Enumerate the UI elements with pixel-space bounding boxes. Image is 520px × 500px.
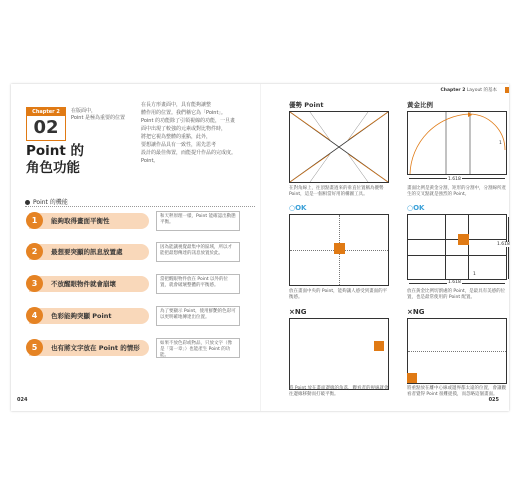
function-item [29,276,149,292]
golden-ratio-diagram [407,111,507,175]
running-head: Chapter 2 Layout 的基本 [440,88,497,93]
item-label: 色彩能夠突顯 Point [51,312,112,320]
golden-ratio-dimension-vertical: 1.618 [497,242,510,247]
point-square [334,243,345,254]
item-label: 最想要突顯的訊息放置處 [51,248,123,256]
item-number: 5 [26,339,43,356]
item-number: 4 [26,307,43,324]
ok-label-left: ○OK [289,204,307,212]
item-description: 和天秤原理一樣，Point 能確認出動態平衡。 [156,211,240,231]
item-label: 能夠取得畫面平衡性 [51,217,110,225]
golden-guide-h1 [408,239,506,240]
point-square [374,341,384,351]
item-label: 不放醒眼物件就會崩壞 [51,280,116,288]
item-description: 為了要顯示 Point，使用鮮艷的色彩可以更明確地傳達出位置。 [156,306,240,326]
function-item [29,213,149,229]
golden-guide-h2 [408,255,506,256]
golden-dimension-vertical [508,217,509,279]
dominant-point-svg [290,112,388,182]
caption-ng-edge: 將重點放在離中心線或邊界都太遠的位置，會讓觀看者覺得 Point 很難捉摸，而忽略這個畫面。 [407,386,506,397]
chapter-number: 02 [33,117,59,138]
page-title: Point 的 角色功能 [26,143,85,176]
golden-guide-v1 [445,215,446,279]
section-divider [25,206,255,207]
item-label: 也有將文字放在 Point 的情形 [51,344,140,352]
left-page [11,84,260,411]
ng-edge-panel [407,318,507,384]
panel-title-dominant-point: 優勢 Point [289,101,324,109]
bullet-icon [25,200,30,205]
function-item [29,340,149,356]
ng-label-right: ×NG [407,308,425,316]
intro-text: 在長方形畫面中，具有能夠讓整 體作用的位置。我們稱它為「Point」。 Point 的功能除了引領視線的功能，一旦畫 面中出現了較強的元素或對比物件時， 將把它視為整體的重點，此外， 要想讓作品具有一致性，需先思考 設計的最佳佈置，而能提升作品的完成度。 Point。 [141,102,237,164]
ng-corner-panel [289,318,389,390]
golden-one-label-2: 1 [473,272,476,277]
chapter-badge [26,107,66,141]
section-title: Point 的機能 [25,197,68,206]
item-description: 因為能讓視覺最集中的區域，所以才能把最想傳達的訊息放置於此。 [156,242,240,262]
edge-guide-horizontal [408,351,506,352]
point-square [407,373,417,383]
item-description: 當把醒眼物件放在 Point 以外的位置，就會破壞整體的平衡感。 [156,274,240,294]
ok-golden-panel [407,214,507,280]
caption-dominant-point: 在對角線上，往頂點畫過來的垂直位置稱為優勢 Point，這是一個相當好用的構圖工具。 [289,186,384,197]
ok-label-right: ○OK [407,204,425,212]
item-description: 如果不放色彩或物品，只放文字（像是「第一章」）也能產生 Point 的功能。 [156,338,240,358]
golden-ratio-svg [408,112,506,174]
panel-title-golden-ratio: 黃金比例 [407,101,433,109]
right-page [261,84,509,411]
page-number: 024 [17,397,28,403]
book-spread [11,84,509,411]
point-square [458,234,469,245]
function-item [29,308,149,324]
caption-ok-golden: 放在黃金比例切割處的 Point，是最具有美感的位置，也是最常使用的 Point 配置。 [407,289,506,300]
caption-ok-center: 放在畫面中央的 Point，能夠讓人感受到畫面的平衡感。 [289,289,388,300]
golden-ratio-dimension-2: 1.618 [448,280,461,285]
dominant-point-diagram [289,111,389,183]
chapter-description: 在版面中， Point 是極為重要的位置 [71,108,126,121]
golden-one-label: 1 [499,141,502,146]
item-number: 2 [26,243,43,260]
page-number: 025 [488,397,499,403]
item-number: 1 [26,212,43,229]
function-item [29,244,149,260]
ng-label-left: ×NG [289,308,307,316]
golden-guide-v2 [468,215,469,279]
caption-ng-corner: 將 Point 放在畫面邊緣的角落，觀看者的視線就會往邊緣移動而打破平衡。 [289,386,389,397]
chapter-tab: Chapter 2 [27,108,65,116]
caption-golden-ratio: 畫面比例是黃金分割，矩形的分割中，分割線所產生的交叉點就是強烈的 Point。 [407,186,506,197]
ok-center-panel [289,214,389,286]
running-head-marker [505,87,509,93]
item-number: 3 [26,275,43,292]
golden-ratio-dimension: 1.618 [448,177,461,182]
